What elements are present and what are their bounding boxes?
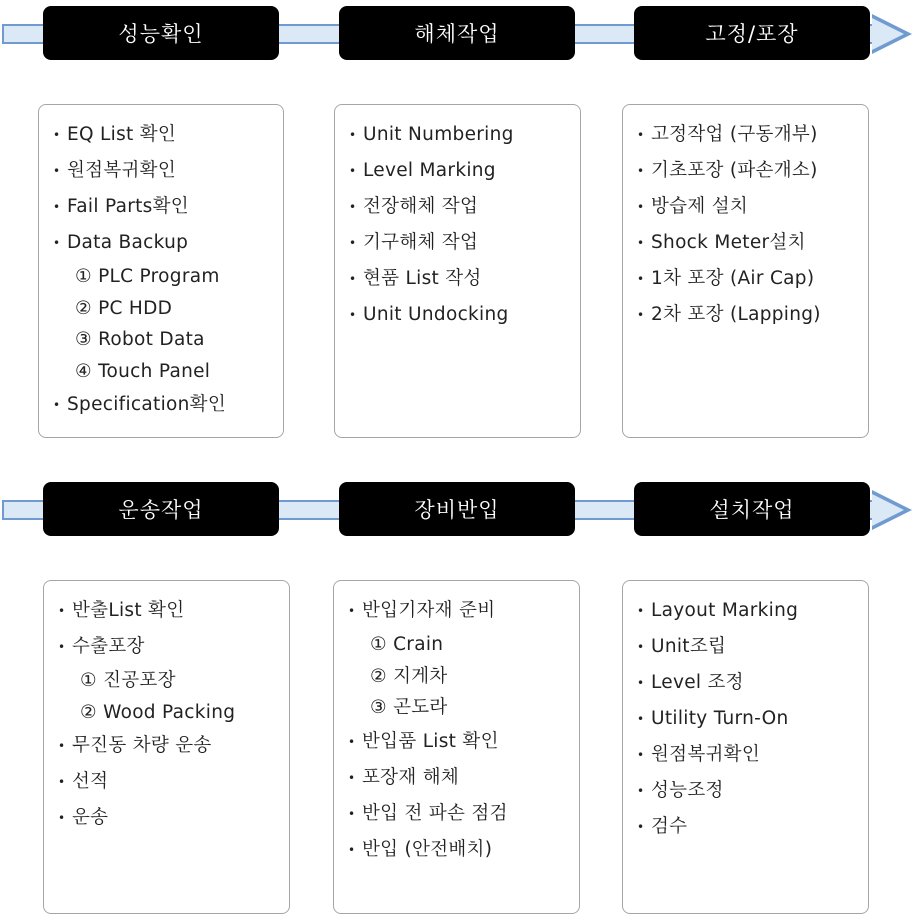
bullet-icon: •: [53, 164, 61, 178]
task-item: [335, 189, 580, 225]
task-item: [334, 593, 579, 629]
task-item: [44, 728, 289, 764]
task-box: [334, 104, 581, 438]
task-item: [334, 760, 579, 796]
stage-header: 운송작업: [43, 482, 279, 536]
task-item-label: 반입기자재 준비: [362, 600, 496, 621]
bullet-icon: •: [637, 784, 645, 798]
task-item-label: 수출포장: [72, 636, 145, 657]
bullet-icon: •: [58, 811, 66, 825]
task-item: [623, 297, 868, 333]
task-item: [623, 153, 868, 189]
bullet-icon: •: [637, 236, 645, 250]
sub-item: ④ Touch Panel: [75, 360, 211, 382]
sub-item: ③ 곤도라: [370, 697, 448, 718]
task-item: [44, 593, 289, 629]
task-item: [39, 117, 283, 153]
task-item: [623, 737, 868, 773]
task-item-label: Data Backup: [67, 232, 189, 253]
stage-header: 장비반입: [339, 482, 575, 536]
bullet-icon: •: [349, 200, 357, 214]
task-item-label: Shock Meter설치: [651, 232, 806, 253]
bullet-icon: •: [53, 200, 61, 214]
task-item-label: Specification확인: [67, 394, 227, 415]
task-item: [623, 773, 868, 809]
task-item: [335, 153, 580, 189]
task-item-label: 성능조정: [651, 780, 724, 801]
task-item-label: 포장재 해체: [362, 766, 460, 788]
task-item: [44, 629, 289, 665]
task-item-label: 운송: [72, 807, 109, 828]
task-item-label: 반출List 확인: [72, 600, 185, 621]
sub-item: ② PC HDD: [75, 297, 173, 319]
task-item-label: Fail Parts확인: [67, 196, 189, 217]
bullet-icon: •: [637, 640, 645, 654]
task-box: [38, 104, 284, 438]
task-item-label: Level 조정: [651, 672, 744, 693]
task-item: [334, 796, 579, 832]
task-item-label: 원점복귀확인: [651, 744, 761, 765]
task-item: [334, 832, 579, 868]
task-item-label: 반입 (안전배치): [362, 838, 493, 860]
stage-header: 해체작업: [339, 6, 575, 60]
task-item-label: 현품 List 작성: [363, 268, 482, 289]
task-item: [335, 117, 580, 153]
task-item-label: 반입품 List 확인: [362, 730, 499, 752]
bullet-icon: •: [58, 739, 66, 753]
sub-item: ① PLC Program: [75, 266, 220, 287]
task-item: [44, 800, 289, 836]
task-item-label: Level Marking: [363, 160, 496, 181]
sub-item: ① 진공포장: [80, 670, 176, 691]
task-item-label: 기초포장 (파손개소): [651, 160, 818, 181]
task-item-label: Unit Numbering: [363, 124, 514, 145]
bullet-icon: •: [637, 748, 645, 762]
bullet-icon: •: [349, 128, 357, 142]
stage-header: 성능확인: [43, 6, 279, 60]
task-item: [623, 629, 868, 665]
task-item-label: Utility Turn-On: [651, 708, 789, 729]
bullet-icon: •: [637, 128, 645, 142]
task-item: [623, 117, 868, 153]
task-item-label: 고정작업 (구동개부): [651, 124, 818, 145]
bullet-icon: •: [637, 200, 645, 214]
bullet-icon: •: [53, 236, 61, 250]
bullet-icon: •: [58, 604, 66, 618]
task-item: [334, 724, 579, 760]
sub-item: ② 지게차: [370, 665, 448, 687]
bullet-icon: •: [637, 676, 645, 690]
task-item: [623, 701, 868, 737]
task-item: [623, 225, 868, 261]
bullet-icon: •: [637, 604, 645, 618]
bullet-icon: •: [348, 806, 356, 821]
bullet-icon: •: [349, 164, 357, 178]
task-item-label: 1차 포장 (Air Cap): [651, 268, 815, 289]
bullet-icon: •: [348, 734, 356, 749]
bullet-icon: •: [58, 640, 66, 654]
task-item: [335, 261, 580, 297]
bullet-icon: •: [349, 272, 357, 286]
bullet-icon: •: [637, 272, 645, 286]
task-item: [623, 189, 868, 225]
task-item: [39, 153, 283, 189]
bullet-icon: •: [58, 775, 66, 789]
task-item: [39, 189, 283, 225]
task-item-label: 선적: [72, 771, 109, 792]
task-item: [44, 764, 289, 800]
bullet-icon: •: [348, 770, 356, 785]
sub-item: ③ Robot Data: [75, 329, 205, 350]
bullet-icon: •: [348, 842, 356, 857]
task-box: [43, 580, 290, 914]
task-item-label: Layout Marking: [651, 600, 799, 621]
task-item-label: 전장해체 작업: [363, 196, 479, 217]
task-item: [623, 665, 868, 701]
task-item-label: 원점복귀확인: [67, 160, 177, 181]
bullet-icon: •: [637, 308, 645, 322]
bullet-icon: •: [637, 820, 645, 834]
task-item: [623, 809, 868, 845]
task-item-label: 무진동 차량 운송: [72, 735, 212, 756]
bullet-icon: •: [349, 308, 357, 322]
task-item-label: 검수: [651, 816, 688, 837]
task-item-label: Unit Undocking: [363, 304, 509, 325]
task-box: [333, 580, 580, 914]
sub-item: ① Crain: [370, 634, 444, 655]
task-item: [39, 387, 283, 423]
task-item: [39, 225, 283, 261]
task-box: [622, 580, 869, 914]
task-item-label: 2차 포장 (Lapping): [651, 304, 821, 325]
task-item: [623, 261, 868, 297]
task-item: [335, 297, 580, 333]
sub-item: ② Wood Packing: [80, 701, 236, 723]
bullet-icon: •: [348, 604, 356, 618]
bullet-icon: •: [53, 128, 61, 142]
bullet-icon: •: [53, 398, 61, 412]
task-item-label: EQ List 확인: [67, 124, 177, 145]
stage-header: 설치작업: [634, 482, 870, 536]
task-item-label: 방습제 설치: [651, 196, 749, 217]
task-box: [622, 104, 869, 438]
task-item-label: 반입 전 파손 점검: [362, 802, 508, 824]
task-item: [623, 593, 868, 629]
task-item: [335, 225, 580, 261]
bullet-icon: •: [637, 712, 645, 726]
task-item-label: Unit조립: [651, 636, 727, 657]
task-item-label: 기구해체 작업: [363, 232, 479, 253]
bullet-icon: •: [637, 164, 645, 178]
stage-header: 고정/포장: [634, 6, 870, 60]
bullet-icon: •: [349, 236, 357, 250]
